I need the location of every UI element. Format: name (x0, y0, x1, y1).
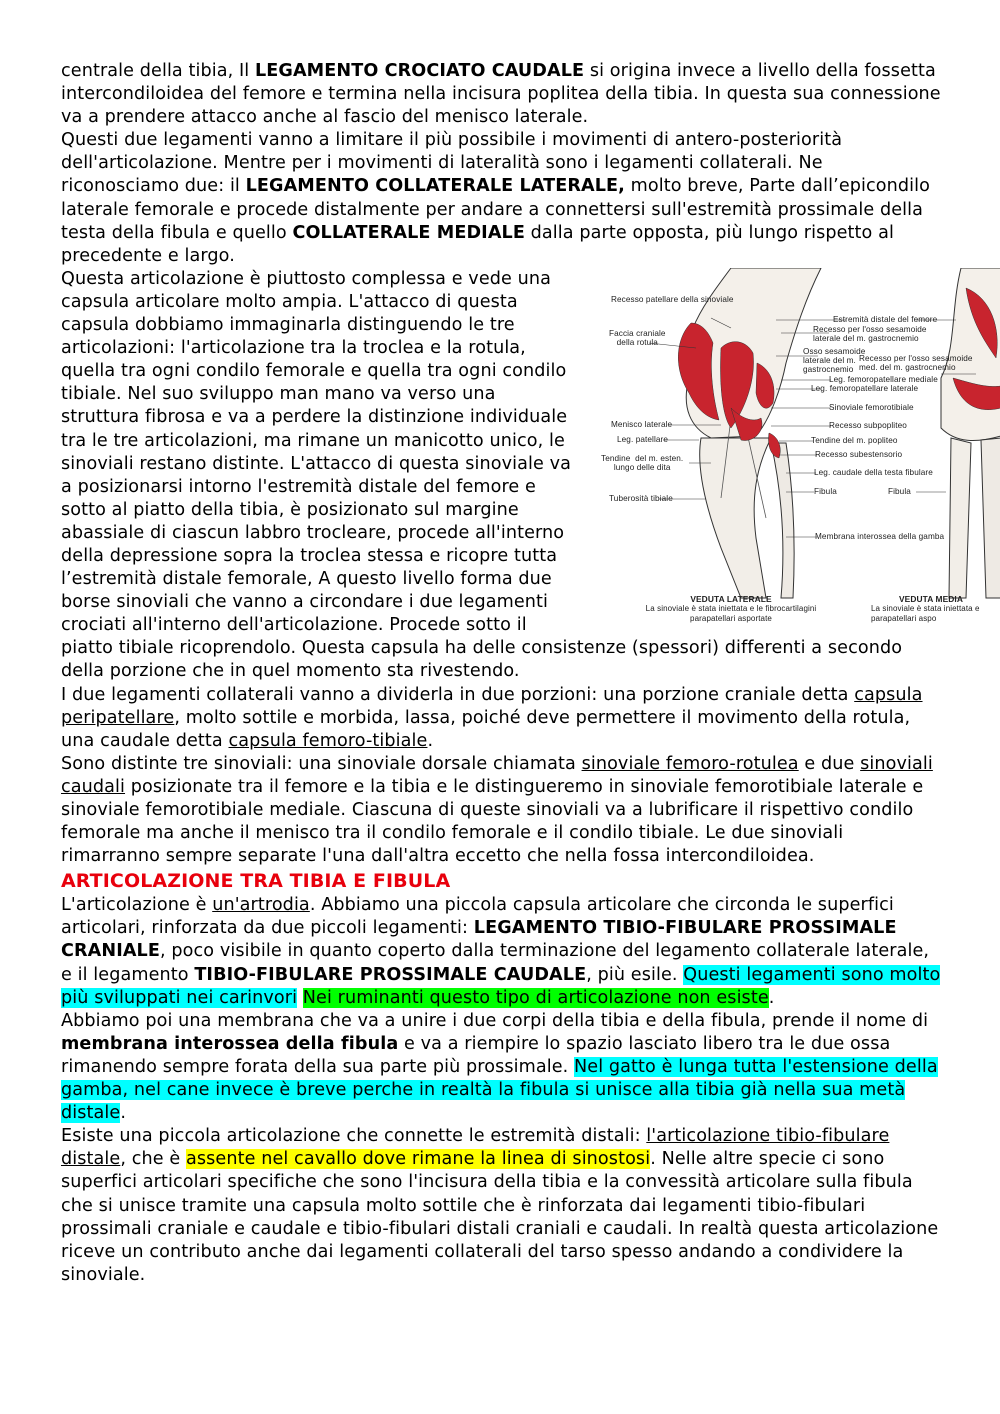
text-run: . Nelle altre specie ci sono superfici articolari specifiche che sono l'incisura della tibia e la convessità articolare sulla fibula che si unisce tramite una capsula molto sottile che è rinforzata dai legamenti tibio-fibulari prossimali craniale e caudale e tibio-fibulari distali craniali e caudali. In realtà questa articolazione riceve un contributo anche dai legamenti collaterali del tarso spesso andando a condividere la sinoviale. (61, 1149, 939, 1285)
paragraph (61, 894, 941, 1009)
bold-term: COLLATERALE MEDIALE (292, 222, 525, 243)
text-run: . (427, 730, 434, 751)
text-run: . (120, 1103, 127, 1124)
text-run: I due legamenti collaterali vanno a dividerla in due porzioni: una porzione craniale detta (61, 684, 855, 705)
figure-label: Recesso patellare della sinoviale (611, 294, 734, 304)
synovial-region (768, 433, 780, 458)
document-page (61, 60, 980, 1287)
text-run: e va a riempire lo spazio lasciato libero tra le due ossa rimanendo sempre forata della sua parte più prossimale. (61, 1033, 891, 1077)
paragraph (61, 684, 941, 753)
figure-label: Leg. femoropatellare laterale (811, 383, 919, 393)
caption-title: VEDUTA MEDIA (899, 593, 964, 604)
text-run: dalla parte opposta, più lungo rispetto al precedente e largo. (61, 222, 894, 266)
text-run: L'articolazione è (61, 895, 213, 916)
caption-text: La sinoviale è stata iniettata e le fibrocartilagini parapatellari asportate (645, 604, 817, 623)
text-run: Esiste una piccola articolazione che connette le estremità distali: (61, 1126, 647, 1147)
caption-text: La sinoviale è stata iniettata e parapatellari aspo (871, 604, 980, 623)
text-run: centrale della tibia, Il (61, 61, 255, 81)
text-run: Questi due legamenti vanno a limitare il più possibile i movimenti di antero-posteriorità dell'articolazione. Mentre per i movimenti di lateralità sono i legamenti collaterali. Ne riconosciamo due: il (61, 130, 843, 197)
figure-caption-lateral (641, 595, 821, 624)
underlined-term: sinoviali caudali (61, 753, 933, 797)
figure-label: Recesso per l'osso sesamoide laterale del m. gastrocnemio (813, 324, 927, 343)
figure-label: Osso sesamoide laterale del m. gastrocnemio (803, 346, 866, 374)
figure-label: Fibula (814, 486, 837, 496)
underlined-term: l'articolazione tibio-fibulare distale (61, 1126, 890, 1170)
paragraph (61, 1125, 941, 1287)
text-run: , poco visibile in quanto coperto dalla terminazione del legamento collaterale laterale, e il legamento (61, 941, 930, 985)
underlined-term: un'artrodia (212, 895, 310, 916)
figure-label: Fibula (888, 486, 911, 496)
figure-label: Leg. femoropatellare mediale (829, 374, 938, 384)
text-run: Sono distinte tre sinoviali: una sinoviale dorsale chiamata (61, 753, 582, 774)
underlined-term: capsula peripatellare (61, 684, 923, 728)
text-run: e due (798, 753, 861, 774)
highlight-cyan: Questi legamenti sono molto più sviluppati nei carinvori (61, 964, 941, 1008)
highlight-yellow: assente nel cavallo dove rimane la linea di sinostosi (185, 1149, 651, 1170)
highlight-cyan: Nel gatto è lunga tutta l'estensione della gamba, nel cane invece è breve perche in realtà la fibula si unisce alla tibia già nella sua metà distale (61, 1056, 938, 1124)
figure-label: Leg. caudale della testa fibulare (814, 467, 933, 477)
text-run: Questa articolazione è piuttosto complessa e vede una capsula articolare molto ampia. L'attacco di questa capsula dobbiamo immaginarla distinguendo le tre articolazioni: l'articolazione tra la troclea e la rotula, quella tra ogni condilo femorale e quella tra ogni condilo tibiale. Nel suo sviluppo man mano va verso una struttura fibrosa e va a perdere la distinzione individuale tra le tre articolazioni, ma rimane un manicotto unico, le sinoviali restano distinte. L'attacco di questa sinoviale va a posizionarsi intorno l'estremità distale del femore e sotto al piatto della tibia, è posizionato sul margine abassiale di ciascun labbro trocleare, procede all'interno della depressione sopra la troclea stessa e ricopre tutta l’estremità distale femorale, A questo livello forma due borse sinoviali che vanno a circondare i due legamenti crociati all'interno dell'articolazione. Procede sotto il piatto tibiale ricoprendolo. Questa capsula ha delle consistenze (spessori) differenti a secondo della porzione che in quel momento sta rivestendo. (61, 268, 903, 682)
figure-label: Menisco laterale (611, 419, 673, 429)
paragraph (61, 1010, 941, 1125)
text-run: , molto sottile e morbida, lassa, poiché deve permettere il movimento della rotula, una caudale detta (61, 707, 911, 751)
figure-label: Tendine del m. popliteo (811, 435, 898, 445)
text-run: . (768, 987, 775, 1008)
paragraph (61, 753, 941, 868)
caption-title: VEDUTA LATERALE (690, 593, 772, 604)
text-run: Abbiamo poi una membrana che va a unire i due corpi della tibia e della fibula, prende il nome di (61, 1010, 929, 1031)
text-run: posizionate tra il femore e la tibia e le distingueremo in sinoviale femorotibiale laterale e sinoviale femorotibiale mediale. Ciascuna di queste sinoviali va a lubrificare il rispettivo condilo femorale ma anche il menisco tra il condilo femorale e il condilo tibiale. Le due sinoviali rimarranno sempre separate l'una dall'altra eccetto che nella fossa intercondiloidea. (61, 776, 924, 867)
text-run: . Abbiamo una piccola capsula articolare che circonda le superfici articolari, rinforzata da due piccoli legamenti: (61, 895, 894, 939)
figure-label: Membrana interossea della gamba (815, 531, 945, 541)
underlined-term: sinoviale femoro-rotulea (581, 753, 799, 774)
figure-label: Sinoviale femorotibiale (829, 402, 914, 412)
text-run: , che è (120, 1149, 186, 1170)
paragraph (61, 60, 941, 129)
underlined-term: capsula femoro-tibiale (228, 730, 428, 751)
bold-term: LEGAMENTO CROCIATO CAUDALE (255, 61, 585, 81)
figure-label: Recesso subestensorio (815, 449, 903, 459)
section-heading: ARTICOLAZIONE TRA TIBIA E FIBULA (61, 870, 451, 893)
figure-caption-medial (871, 595, 1000, 624)
bold-term: membrana interossea della fibula (61, 1033, 399, 1054)
figure-label: Leg. patellare (617, 434, 669, 444)
text-run (297, 988, 303, 1008)
figure-label: Recesso subpopliteo (829, 420, 907, 430)
text-run: molto breve, Parte dall’epicondilo laterale femorale e procede distalmente per andare a connettersi sull'estremità prossimale della testa della fibula e quello (61, 176, 931, 243)
bold-term: TIBIO-FIBULARE PROSSIMALE CAUDALE (194, 964, 587, 985)
figure-label: Tuberosità tibiale (609, 493, 673, 503)
figure-label: Faccia craniale della rotula (609, 328, 666, 347)
paragraph (61, 129, 941, 268)
figure-label: Recesso per l'osso sesamoide med. del m. gastrocnemio (859, 353, 973, 372)
figure-label: Estremità distale del femore (833, 314, 938, 324)
bold-term: LEGAMENTO COLLATERALE LATERALE, (245, 176, 625, 197)
text-run: , più esile. (586, 964, 684, 985)
figure-label: Tendine del m. esten. lungo delle dita (601, 453, 684, 472)
knee-anatomy-figure (581, 268, 1000, 636)
text-run: si origina invece a livello della fossetta intercondiloidea del femore e termina nella incisura poplitea della tibia. In questa sua connessione va a prendere attacco anche al fascio del menisco laterale. (61, 61, 941, 128)
bold-term: LEGAMENTO TIBIO-FIBULARE PROSSIMALE CRANIALE (61, 918, 897, 962)
highlight-green: Nei ruminanti questo tipo di articolazione non esiste (302, 987, 769, 1008)
